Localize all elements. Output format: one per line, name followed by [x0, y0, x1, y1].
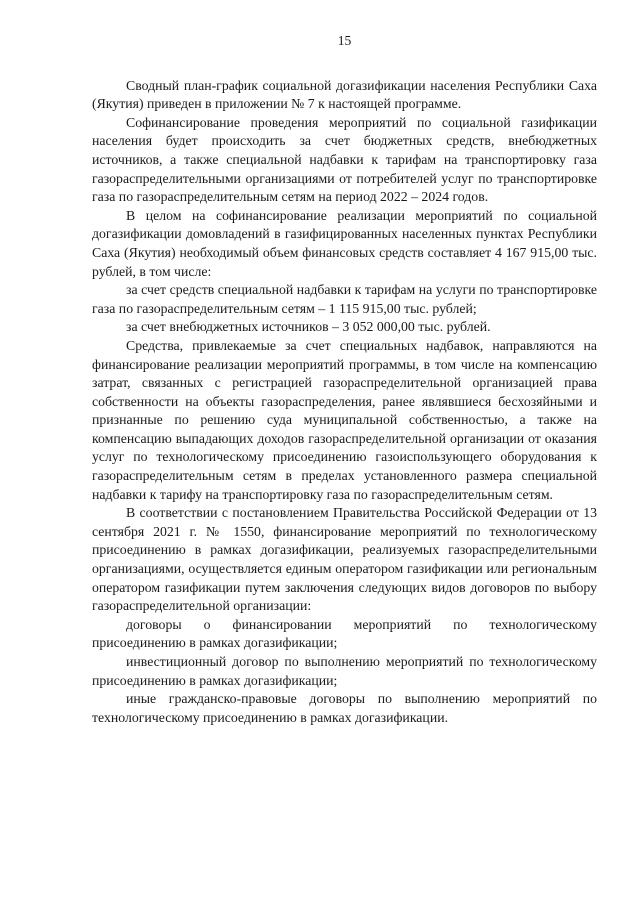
paragraph-5: за счет внебюджетных источников – 3 052 000,00 тыс. рублей.: [126, 319, 491, 335]
paragraph-4: за счет средств специальной надбавки к тарифам на услуги по транспортировке газа по газораспределительным сетям – 1 115 915,00 тыс. рублей;: [92, 282, 597, 316]
paragraph-1: Сводный план-график социальной догазификации населения Республики Саха (Якутия) приведен в приложении № 7 к настоящей программе.: [92, 77, 597, 112]
page-number: 15: [337, 33, 352, 48]
paragraph-3: В целом на софинансирование реализации мероприятий по социальной догазификации домовладений в газифицированных населенных пунктах Республики Саха (Якутия) необходимый объем финансовых средств составляет 4 167 915,00 тыс. рублей, в том числе:: [92, 207, 597, 279]
document-page: [92, 32, 597, 727]
paragraph-8: договоры о финансировании мероприятий по технологическому присоединению в рамках догазификации;: [92, 616, 597, 651]
paragraph-10: иные гражданско-правовые договоры по выполнению мероприятий по технологическому присоединению в рамках догазификации.: [92, 691, 597, 725]
paragraph-2: Софинансирование проведения мероприятий по социальной газификации населения будет происходить за счет бюджетных средств, внебюджетных источников, а также специальной надбавки к тарифам на транспортировку газа газораспределительными организациями от потребителей услуг по транспортировке газа по газораспределительным сетям на период 2022 – 2024 годов.: [92, 114, 597, 205]
paragraph-9: инвестиционный договор по выполнению мероприятий по технологическому присоединению в рамках догазификации;: [92, 654, 597, 688]
paragraph-6: Средства, привлекаемые за счет специальных надбавок, направляются на финансирование реализации мероприятий программы, в том числе на компенсацию затрат, связанных с регистрацией газораспределительной организацией права собственности на объекты газораспределения, ранее являвшиеся бесхозяйными и признанные по решению суда муниципальной собственностью, а также на компенсацию выпадающих доходов газораспределительной организации от оказания услуг по технологическому присоединению газоиспользующего оборудования к газораспределительным сетям в пределах установленного размера специальной надбавки к тарифу на транспортировку газа по газораспределительным сетям.: [92, 337, 597, 502]
paragraph-7: В соответствии с постановлением Правительства Российской Федерации от 13 сентября 2021 г. № 1550, финансирование мероприятий по технологическому присоединению в рамках догазификации, реализуемых газораспределительными организациями, осуществляется единым оператором газификации или региональным оператором газификации путем заключения следующих видов договоров по выбору газораспределительной организации:: [92, 505, 597, 614]
